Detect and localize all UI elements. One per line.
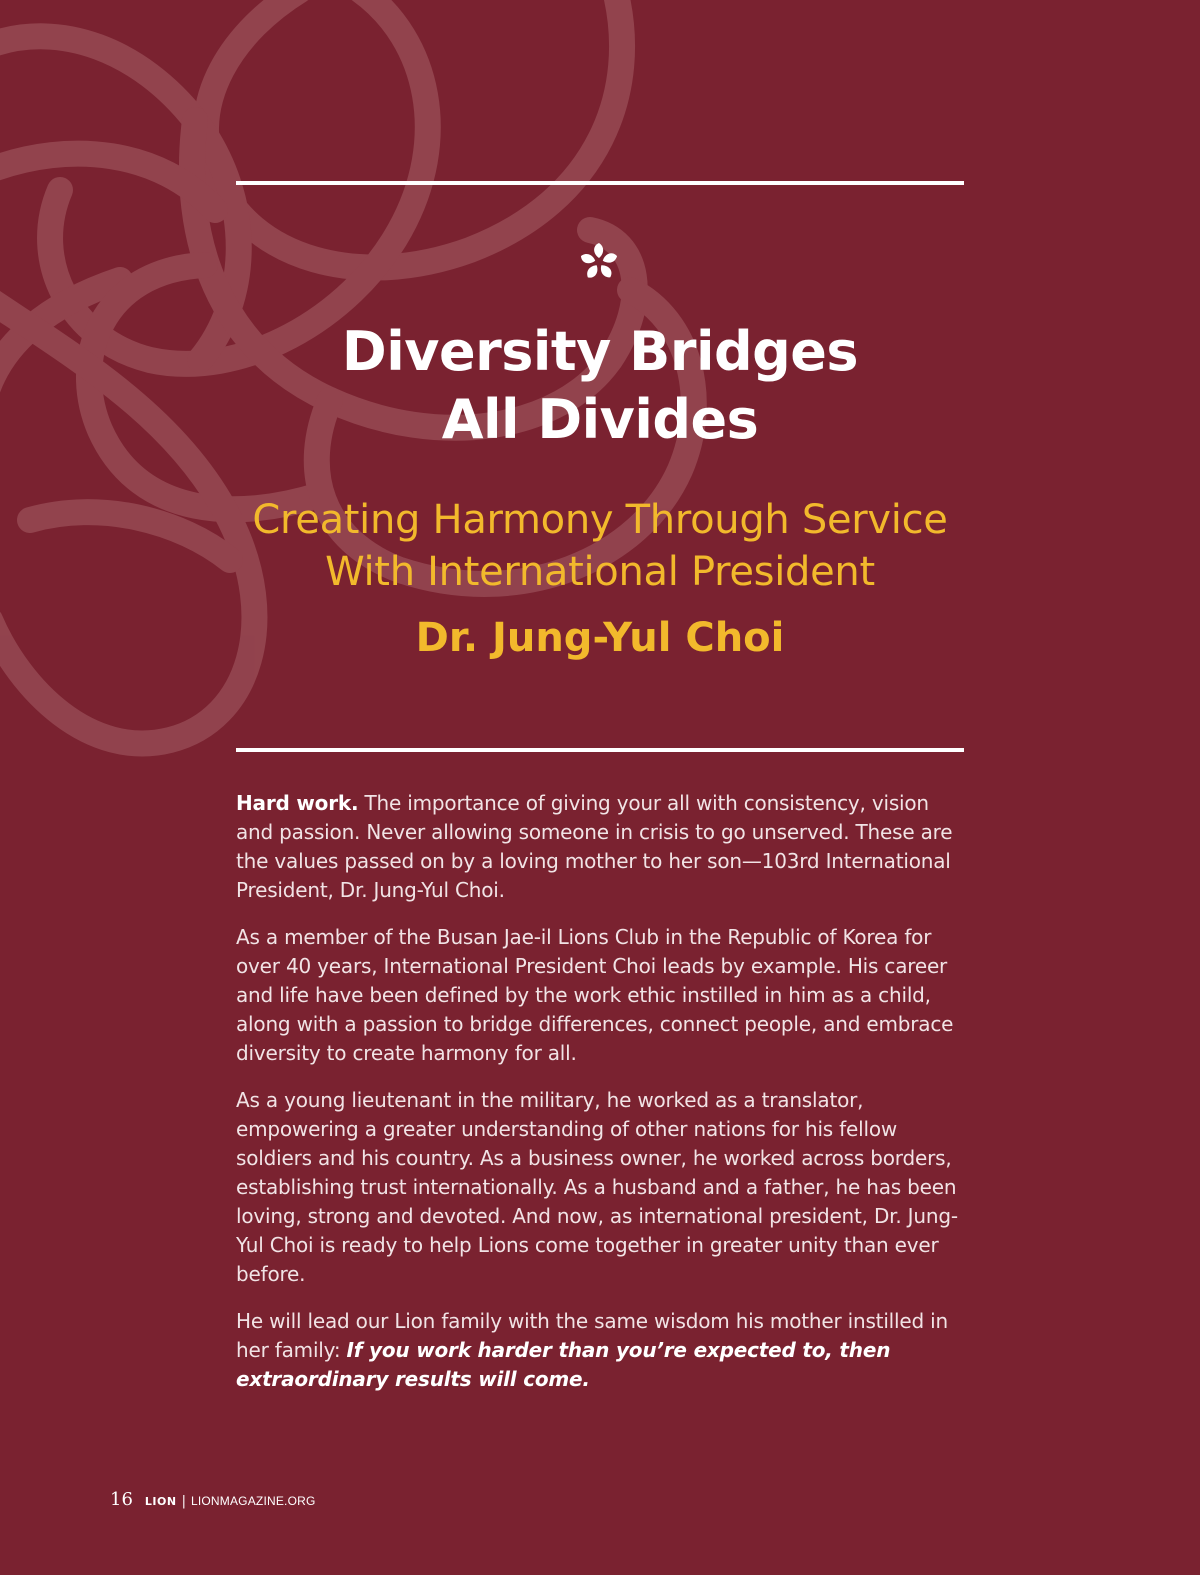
subtitle-line-2: With International President	[325, 549, 875, 595]
subtitle-line-1: Creating Harmony Through Service	[252, 497, 948, 543]
paragraph-2: As a member of the Busan Jae-il Lions Club in the Republic of Korea for over 40 years, International President Choi leads by example. His career and life have been defined by the work ethic instilled in him as a child, along with a passion to bridge differences, connect people, and embrace diversity to create harmony for all.	[236, 925, 954, 1065]
closing-quote: If you work harder than you’re expected to, then extraordinary results will come.	[236, 1338, 891, 1391]
paragraph-4-text: He will lead our Lion family with the same wisdom his mother instilled in her family:	[236, 1309, 948, 1362]
page-title	[236, 318, 964, 454]
paragraph-1	[236, 789, 964, 905]
magazine-name: LION	[144, 1495, 177, 1508]
lead-in: Hard work.	[236, 791, 359, 815]
bottom-divider	[236, 748, 964, 752]
president-name: Dr. Jung-Yul Choi	[415, 615, 785, 661]
footer-separator: |	[181, 1494, 186, 1509]
title-line-1: Diversity Bridges	[341, 320, 859, 383]
paragraph-1-text: The importance of giving your all with consistency, vision and passion. Never allowing someone in crisis to go unserved. These are the values passed on by a loving mother to her son—103rd International President, Dr. Jung-Yul Choi.	[236, 791, 953, 902]
page-footer	[110, 1489, 316, 1510]
paragraph-3: As a young lieutenant in the military, he worked as a translator, empowering a greater understanding of other nations for his fellow soldiers and his country. As a business owner, he worked across borders, establishing trust internationally. As a husband and a father, he has been loving, strong and devoted. And now, as international president, Dr. Jung-Yul Choi is ready to help Lions come together in greater unity than ever before.	[236, 1088, 958, 1286]
article-body	[236, 789, 964, 1412]
paragraph-4	[236, 1307, 964, 1394]
flower-icon	[577, 240, 621, 284]
page-number: 16	[110, 1489, 133, 1510]
top-divider	[236, 181, 964, 185]
subtitle	[200, 494, 1000, 598]
magazine-url: LIONMAGAZINE.ORG	[190, 1494, 316, 1508]
title-line-2: All Divides	[441, 388, 759, 451]
